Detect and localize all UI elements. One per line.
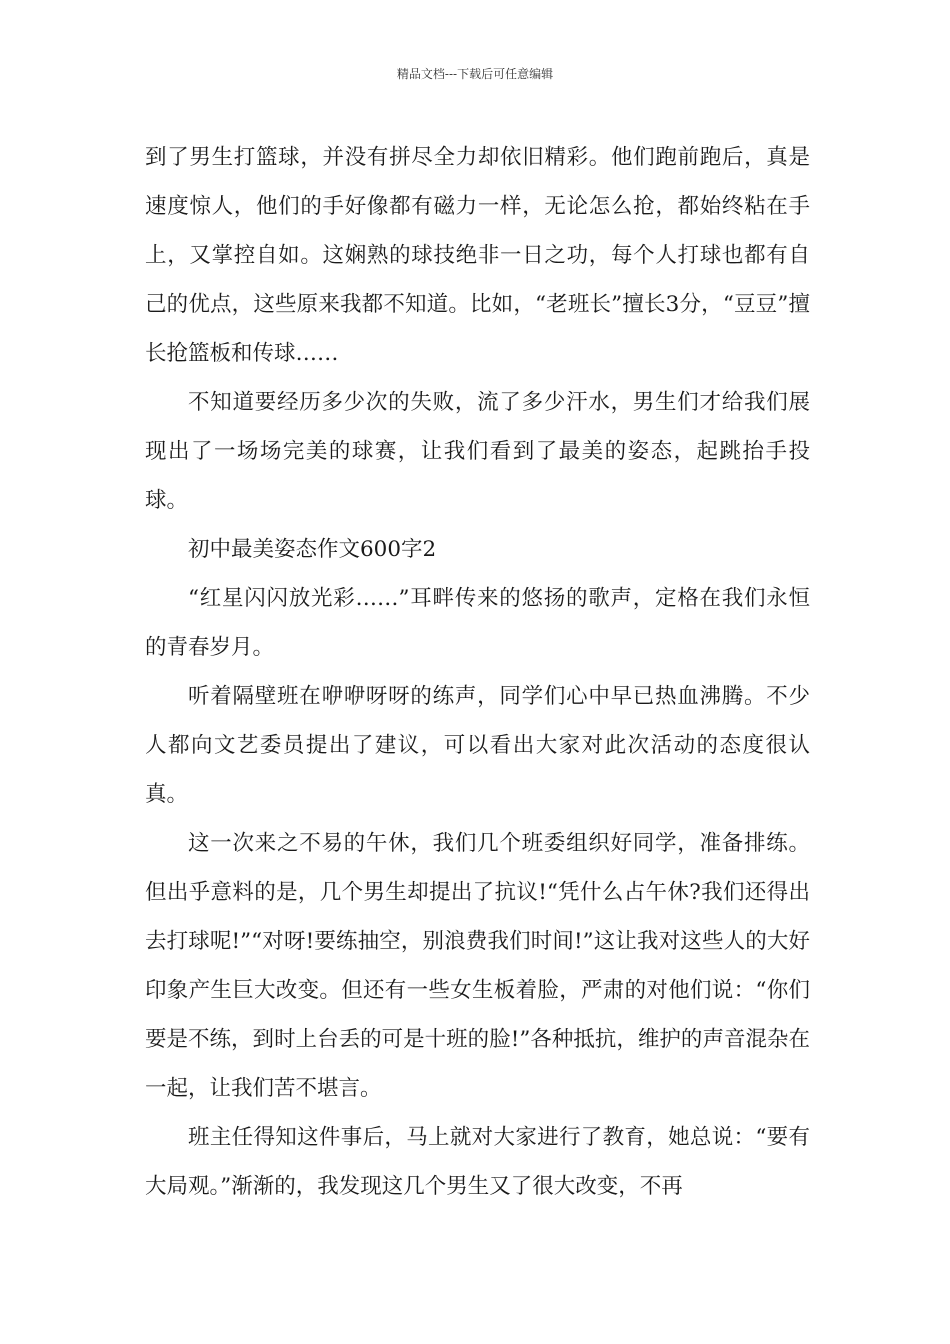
section-heading: 初中最美姿态作文600字2 [188, 537, 437, 562]
paragraph-3: “红星闪闪放光彩……”耳畔传来的悠扬的歌声，定格在我们永恒的青春岁月。 [145, 586, 810, 660]
paragraph-4: 听着隔壁班在咿咿呀呀的练声，同学们心中早已热血沸腾。不少人都向文艺委员提出了建议，可以看出大家对此次活动的态度很认真。 [145, 684, 810, 807]
paragraph-6: 班主任得知这件事后，马上就对大家进行了教育，她总说：“要有大局观。”渐渐的，我发现这几个男生又了很大改变，不再 [145, 1125, 810, 1199]
paragraph-5: 这一次来之不易的午休，我们几个班委组织好同学，准备排练。但出乎意料的是，几个男生却提出了抗议!“凭什么占午休?我们还得出去打球呢!”“对呀!要练抽空，别浪费我们时间!”这让我对这些人的大好印象产生巨大改变。但还有一些女生板着脸，严肃的对他们说：“你们要是不练，到时上台丢的可是十班的脸!”各种抵抗，维护的声音混杂在一起，让我们苦不堪言。 [145, 831, 810, 1101]
document-body [145, 133, 810, 1211]
page-header: 精品文档---下载后可任意编辑 [396, 67, 554, 81]
paragraph-1: 到了男生打篮球，并没有拼尽全力却依旧精彩。他们跑前跑后，真是速度惊人，他们的手好像都有磁力一样，无论怎么抢，都始终粘在手上，又掌控自如。这娴熟的球技绝非一日之功，每个人打球也都有自己的优点，这些原来我都不知道。比如，“老班长”擅长3分，“豆豆”擅长抢篮板和传球…… [145, 145, 810, 366]
paragraph-2: 不知道要经历多少次的失败，流了多少汗水，男生们才给我们展现出了一场场完美的球赛，让我们看到了最美的姿态，起跳抬手投球。 [145, 390, 810, 513]
